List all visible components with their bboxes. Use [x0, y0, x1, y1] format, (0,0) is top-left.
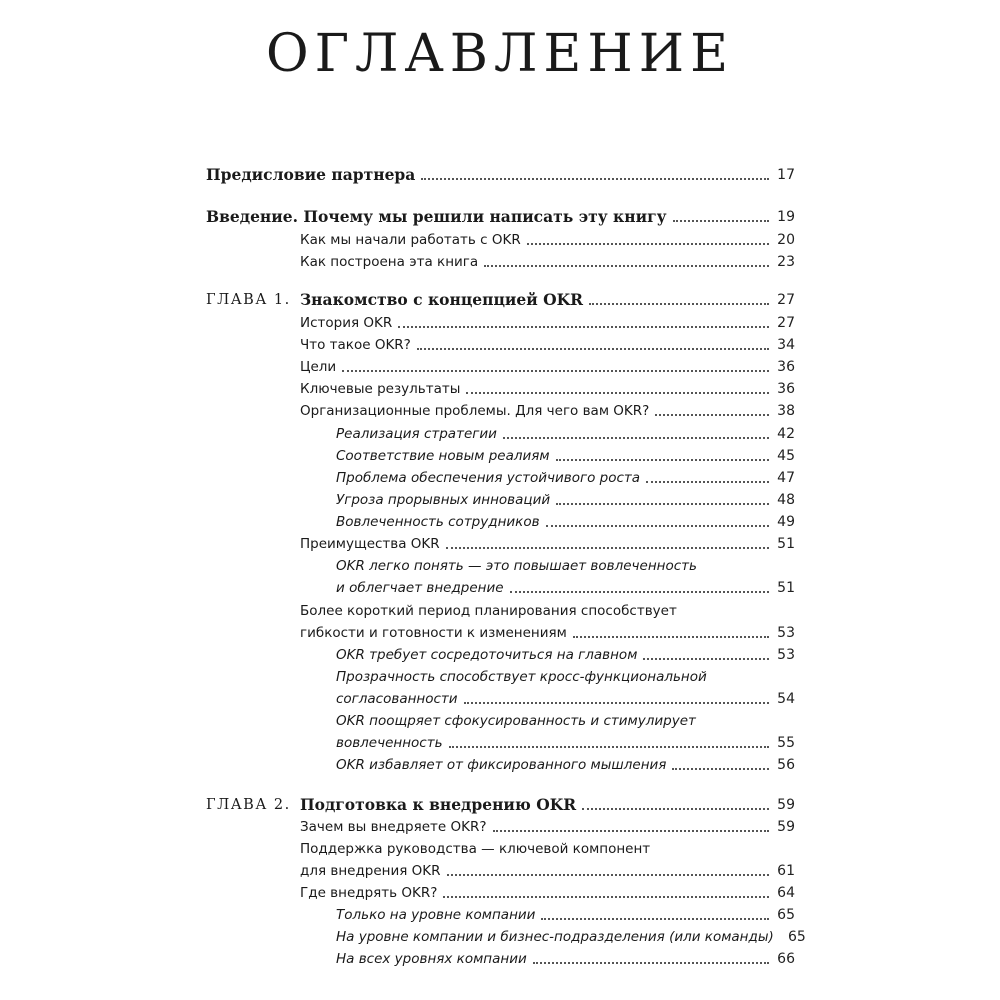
toc-entry-preface — [206, 161, 795, 185]
toc-entry-line1: Поддержка руководства — ключевой компонент — [300, 841, 651, 857]
toc-page-number: 49 — [777, 514, 795, 530]
leader-dots — [342, 370, 769, 372]
toc-entry-label: Зачем вы внедряете OKR? — [300, 819, 487, 835]
toc-entry-label: На всех уровнях компании — [336, 951, 527, 967]
toc-entry-line1: Прозрачность способствует кросс-функциональной — [336, 669, 707, 685]
toc-entry-label: Введение. Почему мы решили написать эту книгу — [206, 207, 667, 226]
toc-entry — [300, 248, 795, 272]
toc-entry-label: гибкости и готовности к изменениям — [300, 625, 567, 641]
toc-entry-label: Цели — [300, 359, 337, 375]
toc-entry — [300, 353, 795, 377]
leader-dots — [546, 525, 769, 527]
toc-page-number: 47 — [777, 470, 795, 486]
toc-page-number: 51 — [777, 536, 795, 552]
toc-entry-label: для внедрения OKR — [300, 863, 441, 879]
toc-page-number: 53 — [777, 647, 795, 663]
toc-page-number: 45 — [777, 448, 795, 464]
toc-entry — [336, 486, 795, 510]
toc-page-number: 65 — [787, 929, 806, 945]
toc-page-number: 36 — [777, 381, 795, 397]
toc-page-number: 17 — [777, 167, 795, 183]
toc-entry — [300, 619, 795, 643]
leader-dots — [533, 962, 769, 964]
toc-entry-label: Вовлеченность сотрудников — [336, 514, 540, 530]
toc-entry — [336, 464, 795, 488]
toc-entry-line1: Более короткий период планирования способствует — [300, 603, 677, 619]
leader-dots — [421, 178, 769, 180]
toc-page-number: 54 — [777, 691, 795, 707]
leader-dots — [672, 768, 769, 770]
toc-page-number: 56 — [777, 757, 795, 773]
toc-entry — [300, 309, 795, 333]
toc-entry-label: Предисловие партнера — [206, 165, 416, 184]
toc-entry — [336, 901, 795, 925]
leader-dots — [655, 414, 769, 416]
toc-entry-label: Соответствие новым реалиям — [336, 448, 550, 464]
toc-page-number: 36 — [777, 359, 795, 375]
toc-entry — [300, 397, 795, 421]
toc-entry-label: Что такое OKR? — [300, 337, 411, 353]
toc-entry-label: Угроза прорывных инноваций — [336, 492, 551, 508]
toc-page-number: 20 — [777, 232, 795, 248]
leader-dots — [503, 437, 769, 439]
leader-dots — [541, 918, 769, 920]
toc-entry-label: OKR требует сосредоточиться на главном — [336, 647, 638, 663]
toc-entry — [336, 574, 795, 598]
leader-dots — [466, 392, 769, 394]
toc-entry-line1: OKR легко понять — это повышает вовлеченность — [336, 558, 697, 574]
toc-entry-label: Только на уровне компании — [336, 907, 536, 923]
toc-entry — [336, 508, 795, 532]
toc-entry-label: Как мы начали работать с OKR — [300, 232, 521, 248]
leader-dots — [484, 265, 769, 267]
toc-page-number: 61 — [777, 863, 795, 879]
leader-dots — [673, 220, 769, 222]
toc-entry — [336, 945, 795, 969]
leader-dots — [573, 636, 769, 638]
toc-page-number: 55 — [777, 735, 795, 751]
leader-dots — [493, 830, 770, 832]
leader-dots — [417, 348, 769, 350]
leader-dots — [447, 874, 769, 876]
toc-entry-line1: OKR поощряет сфокусированность и стимулирует — [336, 713, 696, 729]
leader-dots — [443, 896, 769, 898]
toc-entry-chapter1 — [300, 286, 795, 310]
toc-entry-label: Как построена эта книга — [300, 254, 479, 270]
toc-entry — [336, 729, 795, 753]
toc-entry-label: OKR избавляет от фиксированного мышления — [336, 757, 667, 773]
toc-entry — [336, 923, 806, 947]
leader-dots — [527, 243, 769, 245]
toc-entry — [300, 813, 795, 837]
toc-entry-intro — [206, 203, 795, 227]
toc-page-number: 59 — [777, 819, 795, 835]
leader-dots — [556, 503, 769, 505]
leader-dots — [398, 326, 769, 328]
toc-entry-label: согласованности — [336, 691, 458, 707]
toc-entry-label: Ключевые результаты — [300, 381, 461, 397]
toc-page-number: 23 — [777, 254, 795, 270]
toc-entry-label: и облегчает внедрение — [336, 580, 504, 596]
toc-entry-label: Знакомство с концепцией OKR — [300, 290, 584, 309]
leader-dots — [646, 481, 769, 483]
toc-entry-label: вовлеченность — [336, 735, 443, 751]
toc-entry — [336, 420, 795, 444]
leader-dots — [582, 808, 769, 810]
leader-dots — [556, 459, 769, 461]
toc-page-number: 48 — [777, 492, 795, 508]
toc-page-number: 19 — [777, 209, 795, 225]
toc-page-number: 42 — [777, 426, 795, 442]
toc-page-number: 38 — [777, 403, 795, 419]
chapter-prefix: ГЛАВА 2. — [206, 797, 291, 813]
toc-entry — [300, 375, 795, 399]
toc-entry — [300, 331, 795, 355]
page-title: ОГЛАВЛЕНИЕ — [265, 24, 735, 84]
leader-dots — [446, 547, 769, 549]
leader-dots — [643, 658, 769, 660]
toc-page-number: 51 — [777, 580, 795, 596]
toc-page-number: 59 — [777, 797, 795, 813]
toc-entry-label: Реализация стратегии — [336, 426, 497, 442]
toc-entry — [336, 685, 795, 709]
toc-entry-label: Преимущества OKR — [300, 536, 440, 552]
toc-entry-label: История OKR — [300, 315, 393, 331]
toc-entry-label: Где внедрять OKR? — [300, 885, 438, 901]
leader-dots — [589, 303, 769, 305]
leader-dots — [464, 702, 769, 704]
leader-dots — [449, 746, 769, 748]
leader-dots — [510, 591, 769, 593]
toc-entry — [336, 751, 795, 775]
toc-entry-label: Организационные проблемы. Для чего вам OKR? — [300, 403, 650, 419]
toc-entry — [336, 641, 795, 665]
toc-page-number: 27 — [777, 315, 795, 331]
toc-page-number: 27 — [777, 292, 795, 308]
toc-page-number: 65 — [777, 907, 795, 923]
toc-entry — [336, 442, 795, 466]
toc-page-number: 66 — [777, 951, 795, 967]
toc-page-number: 64 — [777, 885, 795, 901]
toc-entry-label: Подготовка к внедрению OKR — [300, 795, 577, 814]
toc-entry — [300, 226, 795, 250]
toc-entry-label: На уровне компании и бизнес-подразделения (или команды) — [336, 929, 774, 945]
toc-page-number: 53 — [777, 625, 795, 641]
toc-entry — [300, 857, 795, 881]
toc-page-number: 34 — [777, 337, 795, 353]
toc-entry — [300, 879, 795, 903]
chapter-prefix: ГЛАВА 1. — [206, 292, 291, 308]
toc-entry-label: Проблема обеспечения устойчивого роста — [336, 470, 641, 486]
toc-entry — [300, 530, 795, 554]
toc-entry-chapter2 — [300, 791, 795, 815]
